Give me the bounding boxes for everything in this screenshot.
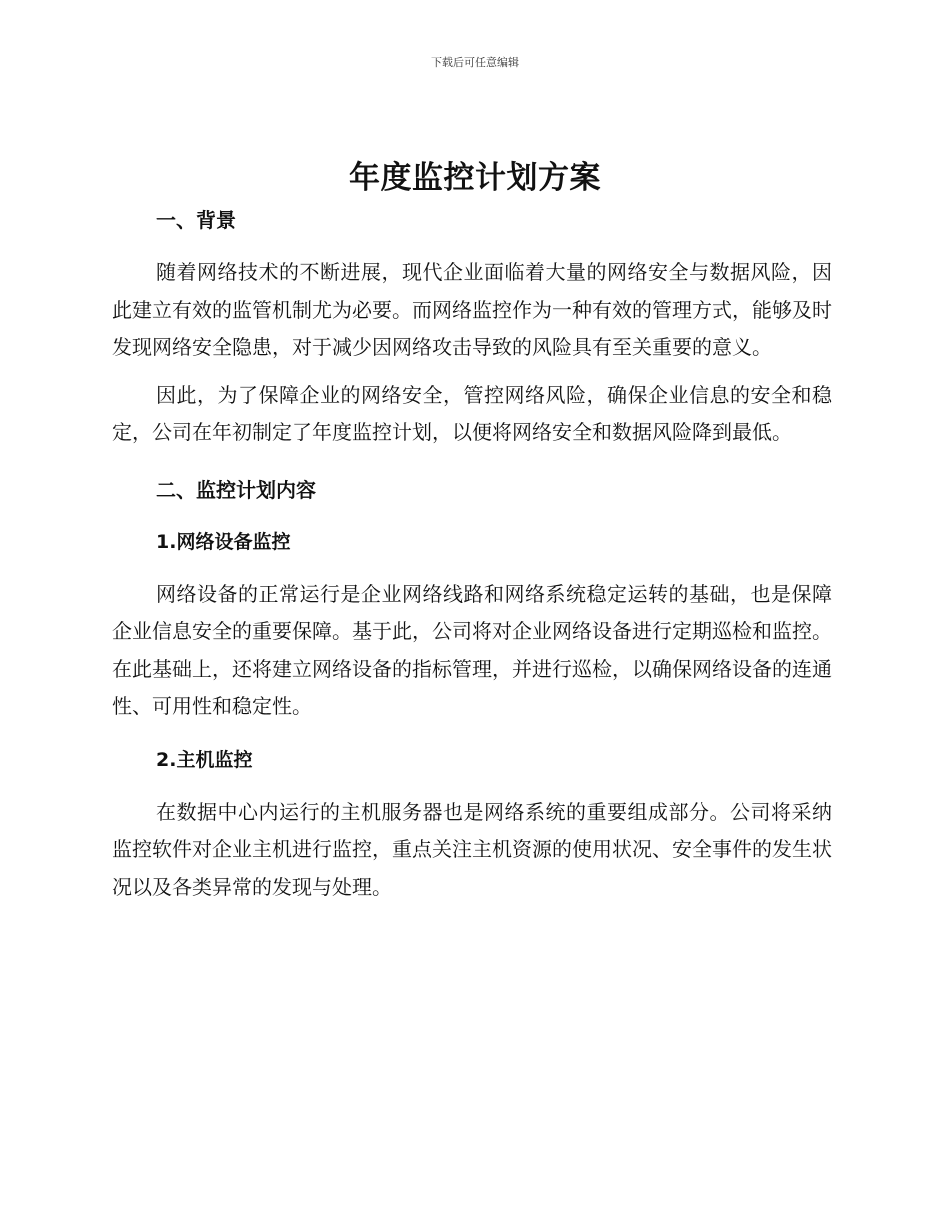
paragraph-network: 网络设备的正常运行是企业网络线路和网络系统稳定运转的基础，也是保障企业信息安全的重要保障。基于此，公司将对企业网络设备进行定期巡检和监控。在此基础上，还将建立网络设备的指标管理，并进行巡检，以确保网络设备的连通性、可用性和稳定性。 bbox=[112, 581, 832, 718]
document-body bbox=[112, 202, 832, 906]
document-title: 年度监控计划方案 bbox=[349, 160, 601, 196]
subsection-heading-host: 2.主机监控 bbox=[156, 748, 253, 771]
paragraph-background-2: 因此，为了保障企业的网络安全，管控网络风险，确保企业信息的安全和稳定，公司在年初制定了年度监控计划，以便将网络安全和数据风险降到最低。 bbox=[112, 382, 832, 444]
paragraph-background-1: 随着网络技术的不断进展，现代企业面临着大量的网络安全与数据风险，因此建立有效的监管机制尤为必要。而网络监控作为一种有效的管理方式，能够及时发现网络安全隐患，对于减少因网络攻击导致的风险具有至关重要的意义。 bbox=[112, 260, 832, 359]
section-heading-plan: 二、监控计划内容 bbox=[156, 477, 316, 502]
section-heading-background: 一、背景 bbox=[156, 208, 236, 232]
paragraph-host: 在数据中心内运行的主机服务器也是网络系统的重要组成部分。公司将采纳监控软件对企业主机进行监控，重点关注主机资源的使用状况、安全事件的发生状况以及各类异常的发现与处理。 bbox=[112, 799, 832, 899]
subsection-heading-network: 1.网络设备监控 bbox=[156, 530, 291, 553]
header-note: 下载后可任意编辑 bbox=[431, 56, 519, 69]
